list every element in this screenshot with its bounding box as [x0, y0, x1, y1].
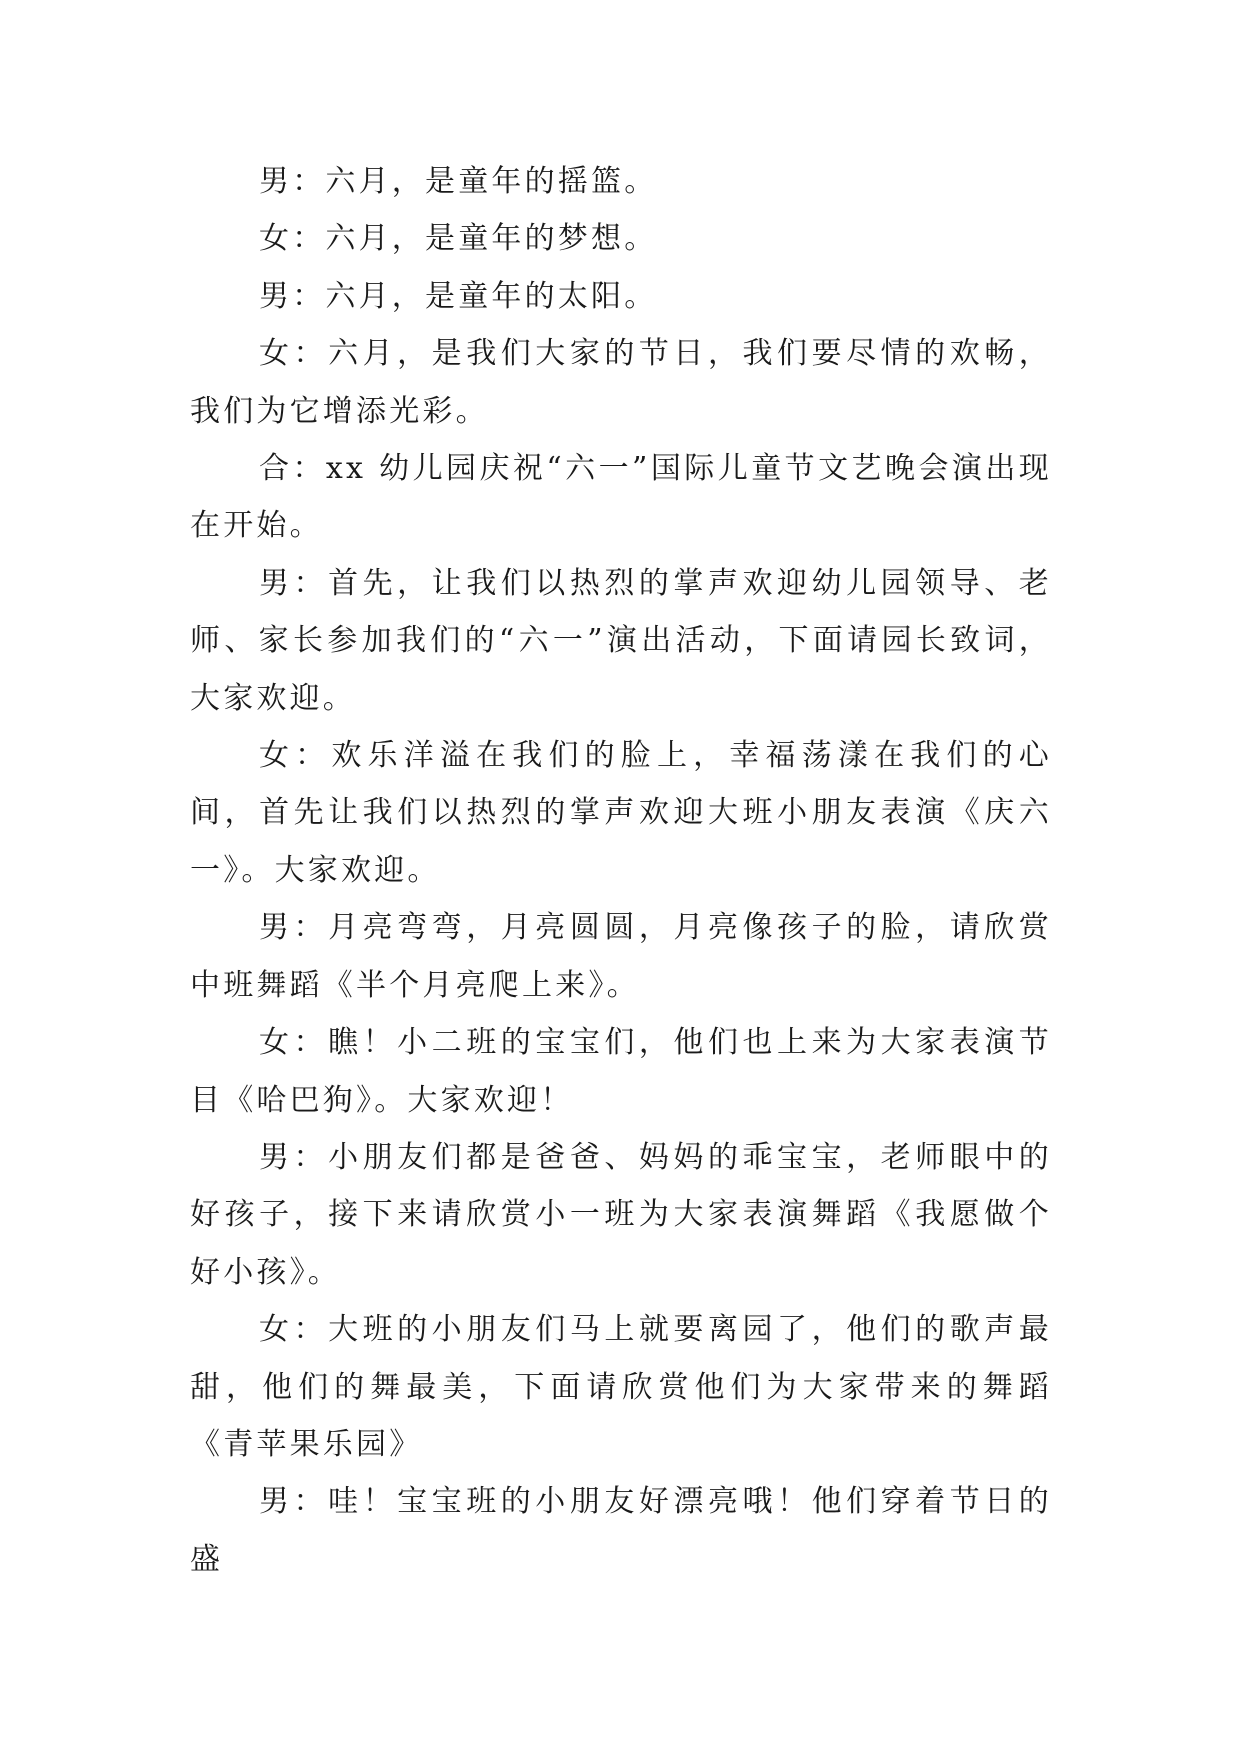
paragraph: 男：小朋友们都是爸爸、妈妈的乖宝宝，老师眼中的好孩子，接下来请欣赏小一班为大家表演舞蹈《我愿做个好小孩》。 [190, 1139, 1052, 1290]
paragraph: 合：xx 幼儿园庆祝“六一”国际儿童节文艺晚会演出现在开始。 [190, 451, 1052, 544]
paragraph: 女：瞧！小二班的宝宝们，他们也上来为大家表演节目《哈巴狗》。大家欢迎！ [190, 1025, 1052, 1118]
paragraph: 男：六月，是童年的摇篮。 [259, 164, 658, 199]
paragraph: 男：首先，让我们以热烈的掌声欢迎幼儿园领导、老师、家长参加我们的“六一”演出活动，下面请园长致词，大家欢迎。 [190, 565, 1052, 716]
paragraph: 男：哇！宝宝班的小朋友好漂亮哦！他们穿着节日的盛 [190, 1484, 1052, 1577]
paragraph: 女：大班的小朋友们马上就要离园了，他们的歌声最甜，他们的舞最美，下面请欣赏他们为大家带来的舞蹈《青苹果乐园》 [190, 1312, 1052, 1462]
paragraph: 女：六月，是我们大家的节日，我们要尽情的欢畅，我们为它增添光彩。 [190, 336, 1052, 429]
paragraph: 女：六月，是童年的梦想。 [259, 221, 658, 257]
paragraph: 男：六月，是童年的太阳。 [259, 278, 658, 314]
paragraph: 女：欢乐洋溢在我们的脸上，幸福荡漾在我们的心间，首先让我们以热烈的掌声欢迎大班小朋友表演《庆六一》。大家欢迎。 [190, 738, 1052, 888]
paragraph: 男：月亮弯弯，月亮圆圆，月亮像孩子的脸，请欣赏中班舞蹈《半个月亮爬上来》。 [190, 910, 1052, 1003]
document-body [190, 153, 1052, 1588]
